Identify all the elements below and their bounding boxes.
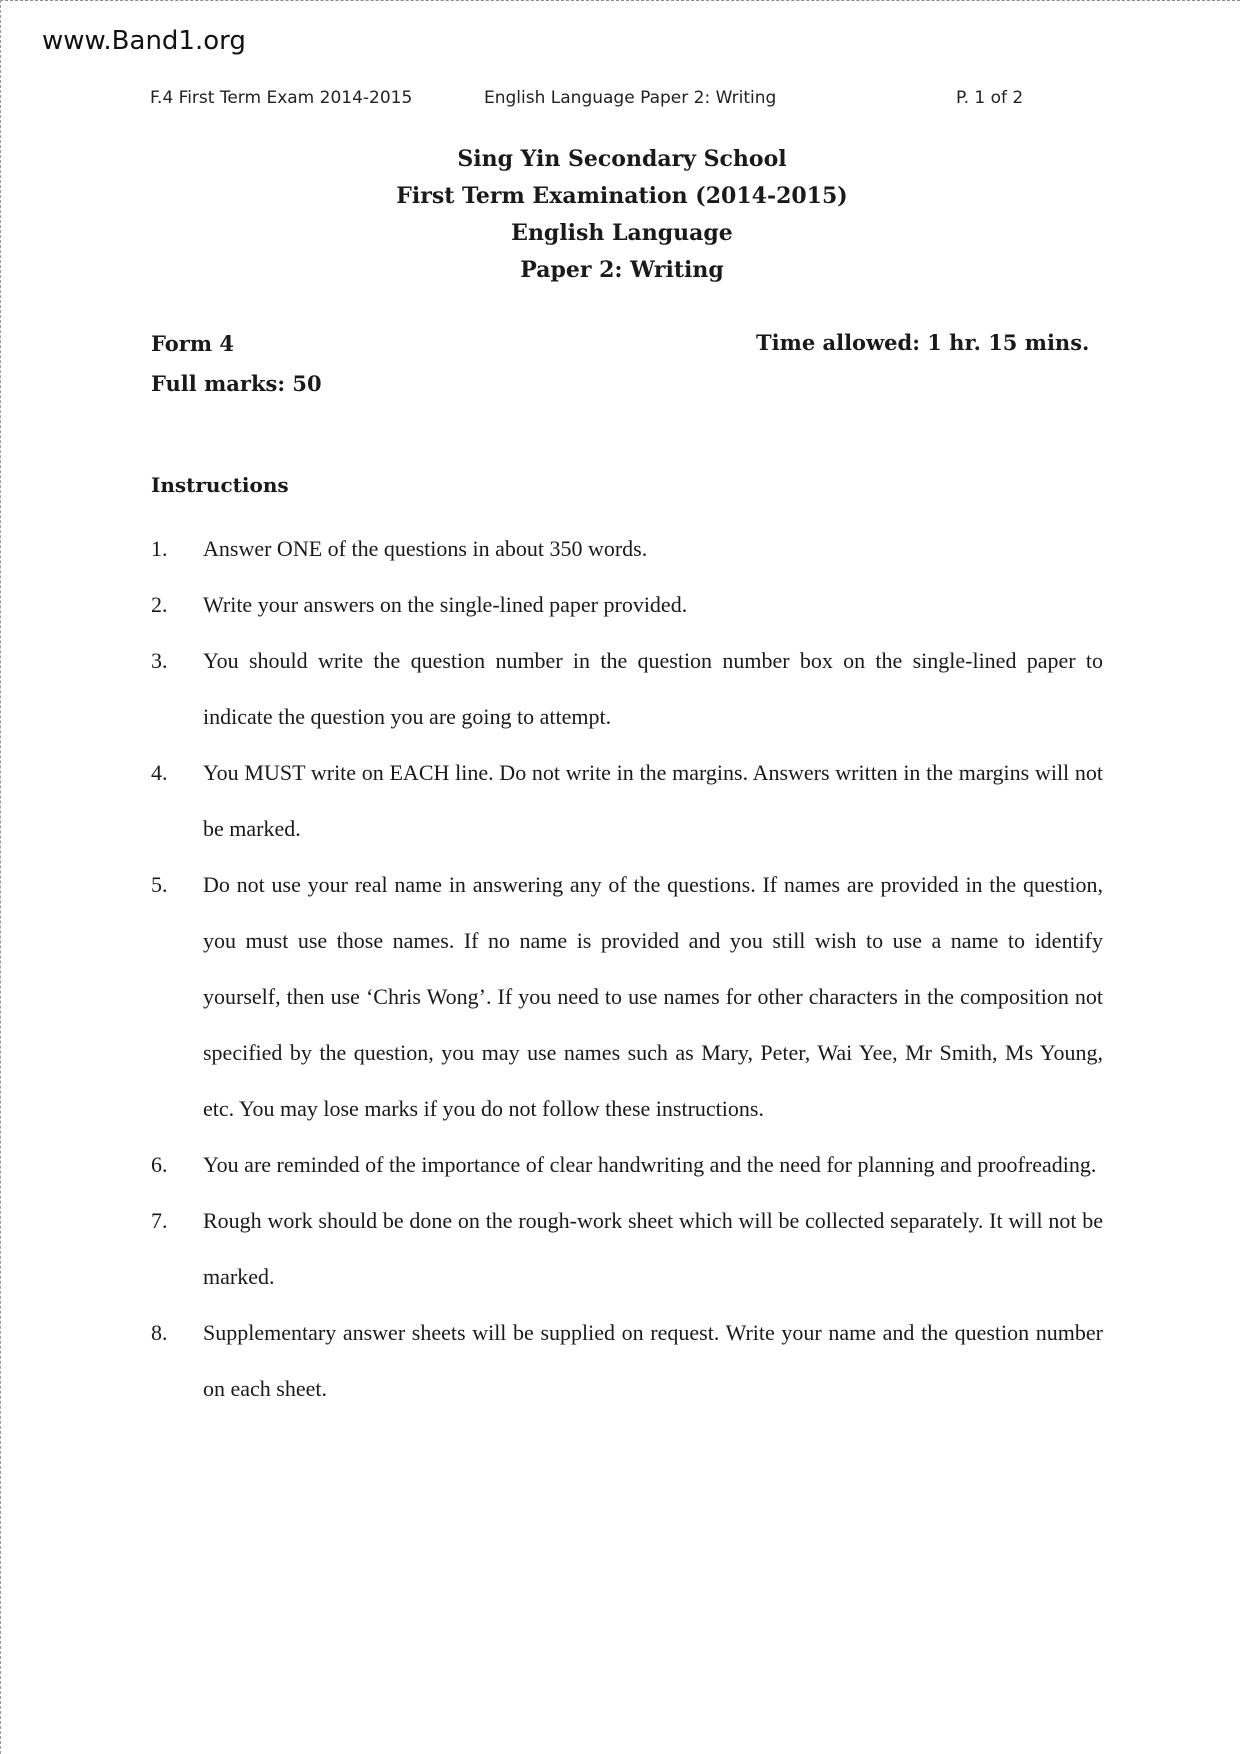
- instruction-item: [151, 745, 1103, 857]
- full-marks: Full marks: 50: [151, 371, 322, 396]
- instruction-item: [151, 857, 1103, 1137]
- instruction-text: Rough work should be done on the rough-work sheet which will be collected separately. It will not be marked.: [203, 1208, 1103, 1289]
- instruction-number: 7.: [151, 1208, 168, 1233]
- instruction-item: [151, 577, 1103, 633]
- instruction-text: Write your answers on the single-lined paper provided.: [203, 592, 688, 617]
- instruction-number: 8.: [151, 1320, 168, 1345]
- instructions-list: [151, 521, 1103, 1417]
- instruction-text: You should write the question number in the question number box on the single-lined paper to indicate the question you are going to attempt.: [203, 648, 1103, 729]
- watermark-url: www.Band1.org: [42, 26, 246, 56]
- instruction-text: Do not use your real name in answering any of the questions. If names are provided in the question, you must use those names. If no name is provided and you still wish to use a name to identify yourself, then use ‘Chris Wong’. If you need to use names for other characters in the composition not specified by the question, you may use names such as Mary, Peter, Wai Yee, Mr Smith, Ms Young, etc. You may lose marks if you do not follow these instructions.: [203, 872, 1103, 1121]
- instruction-number: 4.: [151, 760, 168, 785]
- instruction-text: You MUST write on EACH line. Do not write in the margins. Answers written in the margins will not be marked.: [203, 760, 1103, 841]
- instruction-item: [151, 1193, 1103, 1305]
- title-block: [0, 141, 1240, 289]
- paper-name: Paper 2: Writing: [520, 257, 724, 283]
- form-level: Form 4: [151, 331, 234, 356]
- subject-name: English Language: [511, 220, 733, 246]
- header-exam-label: F.4 First Term Exam 2014-2015: [150, 88, 413, 108]
- instruction-item: [151, 521, 1103, 577]
- instruction-number: 6.: [151, 1152, 168, 1177]
- instruction-item: [151, 1137, 1103, 1193]
- instruction-text: Supplementary answer sheets will be supplied on request. Write your name and the question number on each sheet.: [203, 1320, 1103, 1401]
- time-allowed: Time allowed: 1 hr. 15 mins.: [756, 330, 1090, 355]
- instruction-text: You are reminded of the importance of clear handwriting and the need for planning and proofreading.: [203, 1152, 1097, 1177]
- header-page-number: P. 1 of 2: [956, 88, 1024, 108]
- scan-edge-top: [0, 0, 1240, 4]
- instruction-number: 5.: [151, 872, 168, 897]
- instruction-text: Answer ONE of the questions in about 350 words.: [203, 536, 648, 561]
- school-name: Sing Yin Secondary School: [457, 146, 787, 172]
- instruction-number: 2.: [151, 592, 168, 617]
- instruction-number: 1.: [151, 536, 168, 561]
- exam-name: First Term Examination (2014-2015): [396, 183, 848, 209]
- instruction-item: [151, 633, 1103, 745]
- header-paper-label: English Language Paper 2: Writing: [484, 88, 777, 108]
- instruction-item: [151, 1305, 1103, 1417]
- instructions-heading: Instructions: [151, 473, 289, 497]
- instruction-number: 3.: [151, 648, 168, 673]
